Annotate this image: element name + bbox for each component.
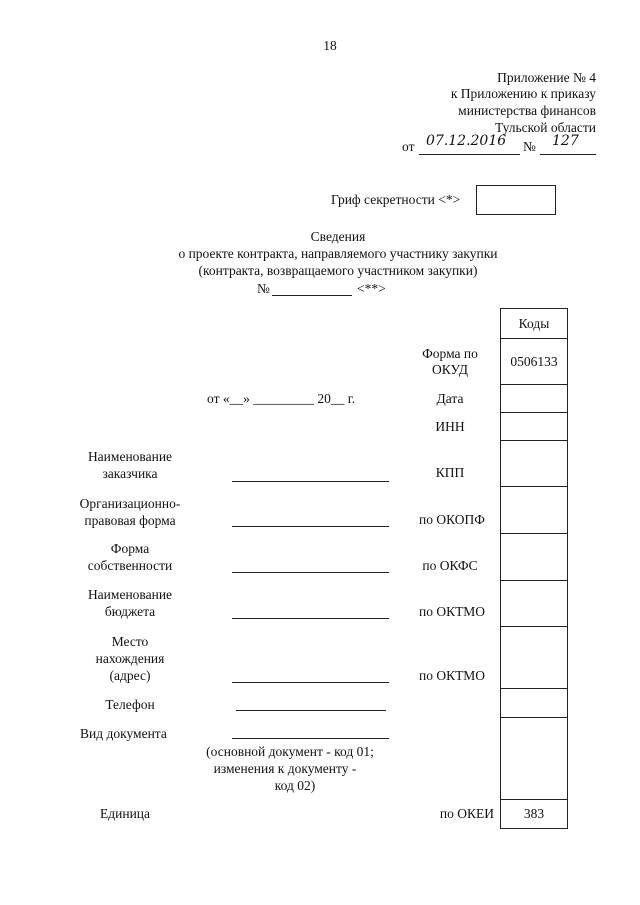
appendix-date-handwritten: 07.12.2016 — [426, 133, 507, 149]
code-okud: 0506133 — [500, 338, 568, 385]
appendix-line-3: министерства финансов — [458, 103, 596, 118]
label-org-form-line-2: правовая форма — [84, 513, 176, 528]
code-date — [500, 384, 568, 413]
title-line-2: о проекте контракта, направляемого участнику закупки — [178, 246, 498, 261]
customer-field-line — [232, 481, 389, 482]
budget-field-line — [232, 618, 389, 619]
org-form-field-line — [232, 526, 389, 527]
code-kpp — [500, 440, 568, 487]
label-doc-type: Вид документа — [80, 726, 167, 741]
label-inn: ИНН — [435, 419, 465, 434]
appendix-number-underline — [540, 154, 596, 155]
title-number-underline — [272, 295, 352, 296]
secrecy-label: Гриф секретности <*> — [331, 192, 461, 207]
label-kpp: КПП — [435, 465, 465, 480]
doc-type-note-line-3: код 02) — [274, 778, 316, 793]
title-number-prefix: № — [257, 281, 270, 296]
appendix-number-label: № — [523, 139, 536, 154]
location-field-line — [232, 682, 389, 683]
document-date-line: от «__» _________ 20__ г. — [207, 391, 356, 406]
label-ownership-line-1: Форма — [110, 541, 150, 556]
appendix-from-label: от — [402, 139, 415, 154]
label-okei: по ОКЕИ — [439, 806, 494, 821]
label-date: Дата — [436, 391, 464, 406]
label-customer-line-1: Наименование — [87, 449, 173, 464]
appendix-line-4: Тульской области — [495, 120, 596, 135]
label-okfs: по ОКФС — [422, 558, 478, 573]
label-okud-line-1: Форма по — [422, 346, 478, 361]
ownership-field-line — [232, 572, 389, 573]
appendix-line-2: к Приложению к приказу — [450, 86, 596, 101]
code-okopf — [500, 486, 568, 534]
label-location-line-2: нахождения — [95, 651, 165, 666]
doc-type-field-line — [232, 738, 389, 739]
label-oktmo-2: по ОКТМО — [419, 668, 485, 683]
label-budget-line-2: бюджета — [104, 604, 156, 619]
label-org-form-line-1: Организационно- — [79, 496, 181, 511]
label-phone: Телефон — [105, 697, 155, 712]
label-location-line-3: (адрес) — [109, 668, 151, 683]
title-line-1: Сведения — [310, 229, 366, 244]
doc-type-note-line-2: изменения к документу - — [213, 761, 357, 776]
label-okopf: по ОКОПФ — [419, 512, 485, 527]
appendix-line-1: Приложение № 4 — [497, 70, 596, 85]
label-location-line-1: Место — [111, 634, 149, 649]
code-oktmo-1 — [500, 580, 568, 627]
code-phone — [500, 688, 568, 718]
code-inn — [500, 412, 568, 441]
secrecy-box — [476, 185, 556, 215]
code-okfs — [500, 533, 568, 581]
appendix-date-underline — [419, 154, 520, 155]
label-customer-line-2: заказчика — [102, 466, 158, 481]
code-oktmo-2 — [500, 626, 568, 689]
doc-type-note-line-1: (основной документ - код 01; — [206, 744, 374, 759]
title-line-3: (контракта, возвращаемого участником закупки) — [198, 263, 478, 278]
code-okei: 383 — [500, 799, 568, 829]
title-number-suffix: <**> — [357, 281, 386, 296]
page-number: 18 — [323, 38, 337, 53]
codes-header: Коды — [500, 308, 568, 339]
appendix-number-handwritten: 127 — [552, 133, 579, 149]
label-ownership-line-2: собственности — [87, 558, 173, 573]
label-okud-line-2: ОКУД — [432, 362, 468, 377]
label-unit: Единица — [100, 806, 151, 821]
code-doc-type — [500, 717, 568, 800]
label-budget-line-1: Наименование — [87, 587, 173, 602]
label-oktmo-1: по ОКТМО — [419, 604, 485, 619]
phone-field-line — [236, 710, 386, 711]
